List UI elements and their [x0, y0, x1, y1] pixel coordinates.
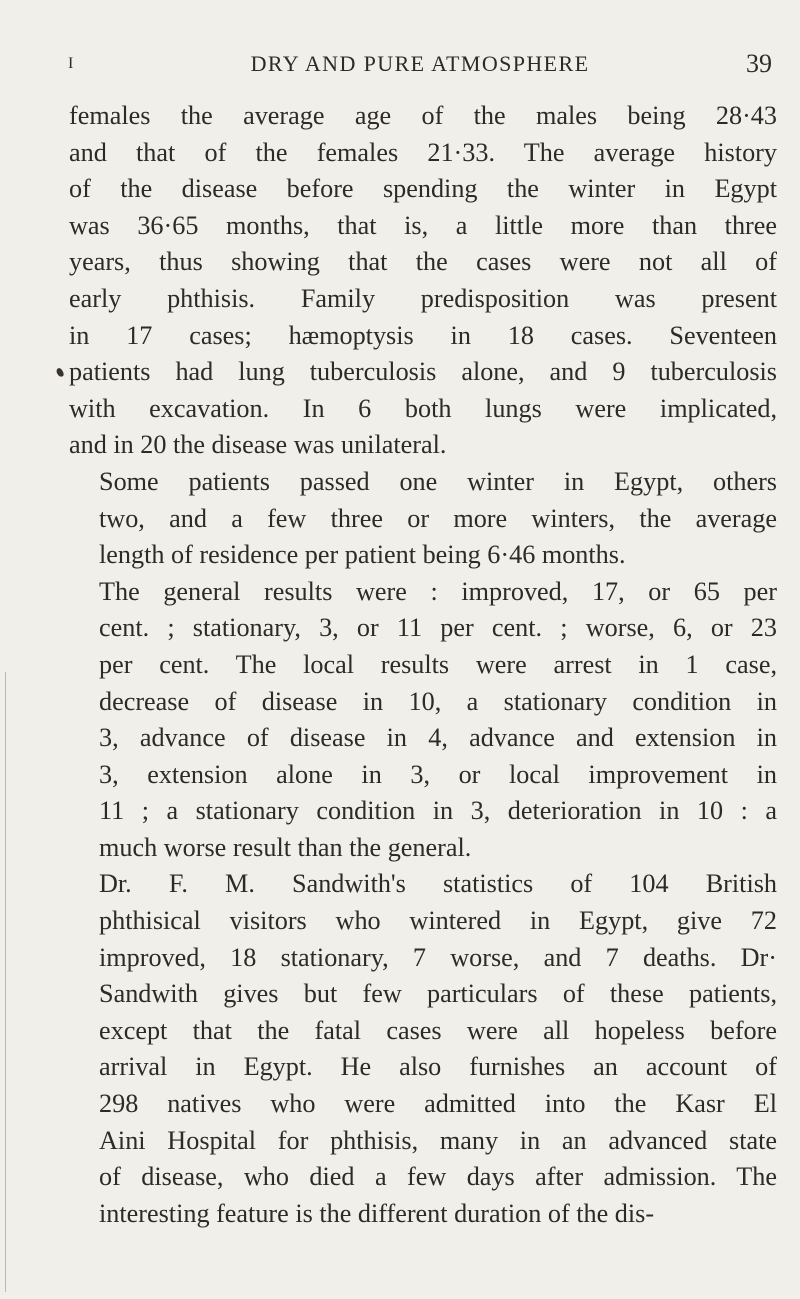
- print-speck: [55, 367, 64, 378]
- running-header: [68, 47, 772, 87]
- text-line: of the disease before spending the winter in Egypt: [69, 174, 777, 204]
- text-line: much worse result than the general.: [99, 832, 472, 862]
- text-line: females the average age of the males being 28·43: [69, 101, 777, 130]
- text-line: 11 ; a stationary condition in 3, deterioration in 10 : a: [99, 796, 777, 826]
- text-line: of disease, who died a few days after admission. The: [99, 1162, 777, 1192]
- text-line: cent. ; stationary, 3, or 11 per cent. ; worse, 6, or 23: [99, 613, 777, 643]
- text-line: arrival in Egypt. He also furnishes an account of: [99, 1052, 777, 1082]
- text-line: Aini Hospital for phthisis, many in an advanced state: [99, 1125, 777, 1155]
- text-line: two, and a few three or more winters, the average: [99, 503, 777, 533]
- text-line: early phthisis. Family predisposition was present: [69, 283, 777, 313]
- text-line: 298 natives who were admitted into the Kasr El: [99, 1089, 777, 1119]
- page-number: 39: [746, 49, 772, 78]
- text-line: except that the fatal cases were all hopeless before: [99, 1015, 777, 1045]
- text-line: 3, extension alone in 3, or local improvement in: [99, 759, 777, 789]
- text-line: Sandwith gives but few particulars of these patients,: [99, 979, 777, 1009]
- text-line: in 17 cases; hæmoptysis in 18 cases. Seventeen: [69, 320, 777, 350]
- text-line: with excavation. In 6 both lungs were implicated,: [69, 393, 777, 423]
- text-line: phthisical visitors who wintered in Egypt, give 72: [99, 906, 777, 936]
- text-line: improved, 18 stationary, 7 worse, and 7 deaths. Dr·: [99, 942, 777, 972]
- text-line: and that of the females 21·33. The average history: [69, 137, 777, 167]
- paragraph: [69, 98, 777, 464]
- text-line: and in 20 the disease was unilateral.: [69, 430, 447, 460]
- running-title: DRY AND PURE ATMOSPHERE: [250, 51, 590, 76]
- text-line: per cent. The local results were arrest in 1 case,: [99, 649, 777, 679]
- text-line: The general results were : improved, 17, or 65 per: [99, 576, 777, 606]
- text-line: was 36·65 months, that is, a little more than three: [69, 210, 777, 240]
- text-line: 3, advance of disease in 4, advance and extension in: [99, 723, 777, 753]
- text-line: Dr. F. M. Sandwith's statistics of 104 British: [99, 869, 777, 899]
- chapter-marker: I: [68, 55, 75, 72]
- text-line: Some patients passed one winter in Egypt, others: [99, 466, 777, 496]
- text-line: decrease of disease in 10, a stationary condition in: [99, 686, 777, 716]
- text-line: length of residence per patient being 6·46 months.: [99, 540, 626, 570]
- text-line: patients had lung tuberculosis alone, and 9 tuberculosis: [69, 357, 777, 387]
- paragraph: [69, 866, 777, 1232]
- paragraph: [69, 574, 777, 867]
- body-text: [69, 98, 777, 1232]
- paragraph: [69, 464, 777, 574]
- text-line: interesting feature is the different duration of the dis-: [99, 1198, 655, 1228]
- text-line: years, thus showing that the cases were not all of: [69, 247, 777, 277]
- page-edge-line: [5, 672, 6, 1292]
